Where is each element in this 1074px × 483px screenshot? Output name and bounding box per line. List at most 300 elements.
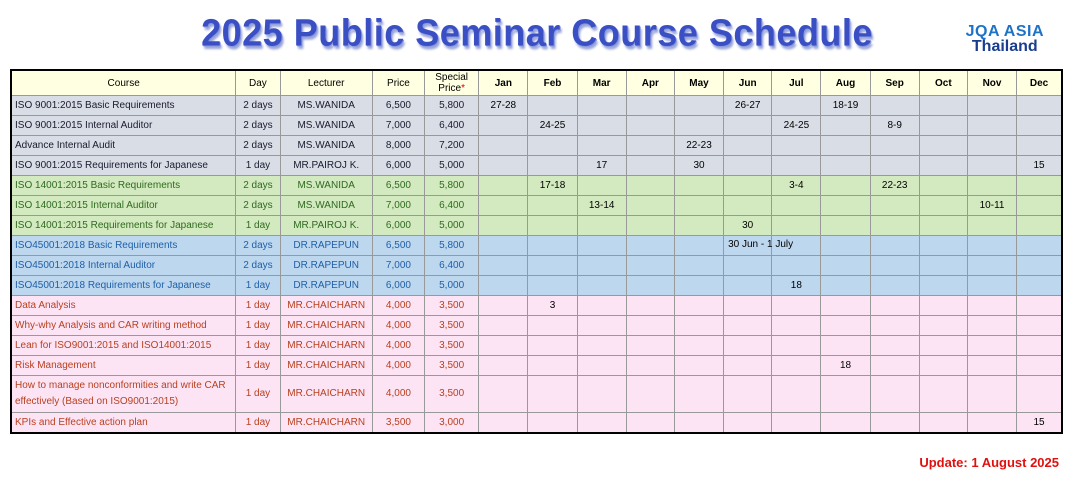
month-date-cell bbox=[577, 216, 626, 236]
month-date-cell bbox=[724, 296, 772, 316]
month-date-cell bbox=[919, 356, 967, 376]
month-date-cell bbox=[1017, 196, 1062, 216]
month-date-cell bbox=[479, 356, 528, 376]
month-date-cell bbox=[724, 356, 772, 376]
table-row bbox=[11, 276, 1062, 296]
course-days: 1 day bbox=[236, 356, 280, 376]
month-date-cell bbox=[772, 196, 821, 216]
month-date-cell bbox=[919, 156, 967, 176]
price-value: 7,000 bbox=[372, 256, 424, 276]
header-special-price bbox=[425, 70, 479, 96]
month-date-cell bbox=[1017, 336, 1062, 356]
month-date-cell bbox=[870, 196, 919, 216]
month-date-cell bbox=[528, 376, 577, 413]
month-date-cell bbox=[772, 376, 821, 413]
month-date-cell bbox=[870, 136, 919, 156]
price-value: 6,000 bbox=[372, 156, 424, 176]
month-date-cell: 3-4 bbox=[772, 176, 821, 196]
course-name: ISO45001:2018 Internal Auditor bbox=[11, 256, 236, 276]
month-date-cell bbox=[870, 236, 919, 256]
month-date-cell bbox=[919, 236, 967, 256]
month-date-cell bbox=[821, 336, 870, 356]
month-date-cell bbox=[870, 96, 919, 116]
month-date-cell bbox=[528, 196, 577, 216]
special-price-label: Special Price bbox=[435, 72, 469, 94]
month-date-cell bbox=[626, 413, 674, 434]
month-date-cell bbox=[919, 136, 967, 156]
lecturer-name: MR.CHAICHARN bbox=[280, 413, 372, 434]
course-days: 1 day bbox=[236, 376, 280, 413]
month-date-cell bbox=[919, 216, 967, 236]
header-month: May bbox=[674, 70, 723, 96]
lecturer-name: MR.PAIROJ K. bbox=[280, 156, 372, 176]
month-date-cell bbox=[577, 276, 626, 296]
month-date-cell bbox=[919, 196, 967, 216]
course-name: ISO 14001:2015 Requirements for Japanese bbox=[11, 216, 236, 236]
special-price-value: 6,400 bbox=[425, 116, 479, 136]
month-date-cell bbox=[821, 136, 870, 156]
table-row bbox=[11, 196, 1062, 216]
month-date-cell bbox=[870, 296, 919, 316]
course-days: 2 days bbox=[236, 256, 280, 276]
header-price: Price bbox=[372, 70, 424, 96]
lecturer-name: MR.PAIROJ K. bbox=[280, 216, 372, 236]
month-date-cell bbox=[724, 256, 772, 276]
month-date-cell bbox=[674, 96, 723, 116]
month-date-cell bbox=[1017, 116, 1062, 136]
month-date-cell: 15 bbox=[1017, 413, 1062, 434]
month-date-cell bbox=[967, 216, 1016, 236]
month-date-cell bbox=[967, 176, 1016, 196]
lecturer-name: MS.WANIDA bbox=[280, 176, 372, 196]
month-date-cell bbox=[1017, 276, 1062, 296]
month-date-cell bbox=[479, 336, 528, 356]
month-date-cell bbox=[479, 176, 528, 196]
page-title: 2025 Public Seminar Course Schedule bbox=[201, 10, 873, 54]
month-date-cell bbox=[479, 276, 528, 296]
course-days: 2 days bbox=[236, 96, 280, 116]
month-date-cell bbox=[870, 256, 919, 276]
month-date-cell bbox=[772, 336, 821, 356]
month-date-cell bbox=[821, 376, 870, 413]
special-price-value: 3,500 bbox=[425, 296, 479, 316]
month-date-cell bbox=[479, 136, 528, 156]
header-day: Day bbox=[236, 70, 280, 96]
special-price-value: 3,000 bbox=[425, 413, 479, 434]
month-date-cell bbox=[919, 336, 967, 356]
month-date-cell bbox=[626, 196, 674, 216]
month-date-cell bbox=[1017, 256, 1062, 276]
month-date-cell: 24-25 bbox=[528, 116, 577, 136]
month-date-cell bbox=[967, 316, 1016, 336]
course-name: ISO45001:2018 Basic Requirements bbox=[11, 236, 236, 256]
header-month: Dec bbox=[1017, 70, 1062, 96]
month-date-cell bbox=[1017, 176, 1062, 196]
lecturer-name: MS.WANIDA bbox=[280, 136, 372, 156]
month-date-cell bbox=[772, 256, 821, 276]
course-name: ISO 9001:2015 Internal Auditor bbox=[11, 116, 236, 136]
table-row bbox=[11, 413, 1062, 434]
price-value: 6,500 bbox=[372, 236, 424, 256]
table-row bbox=[11, 156, 1062, 176]
header-month: Jul bbox=[772, 70, 821, 96]
month-date-cell bbox=[479, 256, 528, 276]
month-date-cell bbox=[626, 236, 674, 256]
lecturer-name: MR.CHAICHARN bbox=[280, 356, 372, 376]
course-days: 1 day bbox=[236, 316, 280, 336]
month-date-cell bbox=[528, 156, 577, 176]
price-value: 4,000 bbox=[372, 376, 424, 413]
course-days: 2 days bbox=[236, 196, 280, 216]
month-date-cell bbox=[674, 356, 723, 376]
month-date-cell bbox=[772, 156, 821, 176]
course-name: KPIs and Effective action plan bbox=[11, 413, 236, 434]
month-date-cell bbox=[577, 376, 626, 413]
month-date-cell bbox=[1017, 216, 1062, 236]
header-row bbox=[11, 70, 1062, 96]
company-logo bbox=[966, 24, 1044, 54]
lecturer-name: MR.CHAICHARN bbox=[280, 316, 372, 336]
lecturer-name: MR.CHAICHARN bbox=[280, 336, 372, 356]
lecturer-name: DR.RAPEPUN bbox=[280, 276, 372, 296]
month-date-cell: 22-23 bbox=[870, 176, 919, 196]
month-date-cell: 30 bbox=[724, 216, 772, 236]
table-row bbox=[11, 296, 1062, 316]
month-date-cell bbox=[528, 96, 577, 116]
month-date-cell bbox=[479, 376, 528, 413]
month-date-cell: 18 bbox=[772, 276, 821, 296]
month-date-cell bbox=[724, 116, 772, 136]
month-date-cell bbox=[1017, 296, 1062, 316]
month-date-cell bbox=[724, 376, 772, 413]
month-date-cell: 17-18 bbox=[528, 176, 577, 196]
special-price-value: 3,500 bbox=[425, 356, 479, 376]
month-date-cell bbox=[479, 216, 528, 236]
month-date-cell: 3 bbox=[528, 296, 577, 316]
month-date-cell bbox=[626, 96, 674, 116]
month-date-cell bbox=[577, 116, 626, 136]
month-date-cell bbox=[626, 116, 674, 136]
month-date-cell bbox=[870, 316, 919, 336]
month-date-cell bbox=[919, 96, 967, 116]
price-value: 6,500 bbox=[372, 176, 424, 196]
month-date-cell bbox=[967, 413, 1016, 434]
month-date-cell bbox=[870, 336, 919, 356]
month-date-cell bbox=[674, 413, 723, 434]
special-price-value: 7,200 bbox=[425, 136, 479, 156]
course-name: Risk Management bbox=[11, 356, 236, 376]
header-month: Oct bbox=[919, 70, 967, 96]
header-month: Nov bbox=[967, 70, 1016, 96]
month-date-cell bbox=[674, 216, 723, 236]
month-date-cell: 18-19 bbox=[821, 96, 870, 116]
month-date-cell bbox=[724, 236, 794, 256]
month-date-cell bbox=[772, 413, 821, 434]
month-date-cell bbox=[479, 156, 528, 176]
month-date-cell: 18 bbox=[821, 356, 870, 376]
month-date-cell bbox=[528, 316, 577, 336]
month-date-cell bbox=[724, 276, 772, 296]
table-row bbox=[11, 136, 1062, 156]
month-date-cell bbox=[1017, 356, 1062, 376]
month-date-cell bbox=[674, 276, 723, 296]
month-date-cell bbox=[479, 196, 528, 216]
table-row bbox=[11, 216, 1062, 236]
course-days: 1 day bbox=[236, 413, 280, 434]
month-date-cell bbox=[724, 176, 772, 196]
special-price-value: 3,500 bbox=[425, 316, 479, 336]
month-date-cell bbox=[528, 336, 577, 356]
month-date-cell bbox=[626, 296, 674, 316]
price-value: 6,000 bbox=[372, 216, 424, 236]
course-days: 1 day bbox=[236, 336, 280, 356]
month-date-cell bbox=[577, 256, 626, 276]
header-lecturer: Lecturer bbox=[280, 70, 372, 96]
month-date-cell: 10-11 bbox=[967, 196, 1016, 216]
price-value: 4,000 bbox=[372, 356, 424, 376]
month-date-cell bbox=[1017, 96, 1062, 116]
month-date-cell bbox=[919, 316, 967, 336]
month-date-cell bbox=[919, 296, 967, 316]
schedule-table bbox=[10, 69, 1063, 434]
lecturer-name: MS.WANIDA bbox=[280, 116, 372, 136]
month-date-cell bbox=[967, 96, 1016, 116]
table-row bbox=[11, 116, 1062, 136]
month-date-cell bbox=[772, 296, 821, 316]
schedule-body bbox=[11, 96, 1062, 434]
date-span-label: 30 Jun - 1 July bbox=[728, 239, 794, 250]
header-month: Jan bbox=[479, 70, 528, 96]
month-date-cell bbox=[528, 413, 577, 434]
month-date-cell bbox=[626, 316, 674, 336]
month-date-cell bbox=[821, 236, 870, 256]
month-date-cell bbox=[967, 156, 1016, 176]
course-days: 2 days bbox=[236, 116, 280, 136]
price-value: 6,000 bbox=[372, 276, 424, 296]
table-row bbox=[11, 336, 1062, 356]
special-price-value: 5,800 bbox=[425, 96, 479, 116]
price-value: 7,000 bbox=[372, 196, 424, 216]
month-date-cell bbox=[479, 413, 528, 434]
special-price-value: 5,000 bbox=[425, 156, 479, 176]
month-date-cell bbox=[626, 276, 674, 296]
month-date-cell bbox=[772, 136, 821, 156]
table-row bbox=[11, 376, 1062, 413]
course-name: ISO45001:2018 Requirements for Japanese bbox=[11, 276, 236, 296]
month-date-cell bbox=[772, 216, 821, 236]
month-date-cell bbox=[626, 256, 674, 276]
month-date-cell: 13-14 bbox=[577, 196, 626, 216]
special-price-value: 5,800 bbox=[425, 176, 479, 196]
month-date-cell bbox=[967, 136, 1016, 156]
month-date-cell bbox=[674, 116, 723, 136]
month-date-cell bbox=[626, 336, 674, 356]
price-value: 4,000 bbox=[372, 336, 424, 356]
month-date-cell: 22-23 bbox=[674, 136, 723, 156]
month-date-cell bbox=[674, 256, 723, 276]
month-date-cell bbox=[626, 176, 674, 196]
month-date-cell bbox=[674, 176, 723, 196]
special-price-value: 5,000 bbox=[425, 216, 479, 236]
month-date-cell bbox=[528, 216, 577, 236]
month-date-cell: 24-25 bbox=[772, 116, 821, 136]
course-name: Advance Internal Audit bbox=[11, 136, 236, 156]
month-date-cell bbox=[577, 336, 626, 356]
month-date-cell bbox=[1017, 316, 1062, 336]
price-value: 8,000 bbox=[372, 136, 424, 156]
month-date-cell bbox=[967, 236, 1016, 256]
month-date-cell bbox=[919, 176, 967, 196]
course-name: Data Analysis bbox=[11, 296, 236, 316]
course-days: 1 day bbox=[236, 216, 280, 236]
month-date-cell bbox=[724, 336, 772, 356]
month-date-cell bbox=[1017, 236, 1062, 256]
month-date-cell bbox=[870, 376, 919, 413]
month-date-cell bbox=[821, 296, 870, 316]
month-date-cell bbox=[772, 316, 821, 336]
month-date-cell bbox=[967, 116, 1016, 136]
month-date-cell bbox=[821, 156, 870, 176]
special-price-value: 5,800 bbox=[425, 236, 479, 256]
month-date-cell bbox=[626, 216, 674, 236]
update-date: Update: 1 August 2025 bbox=[919, 455, 1059, 470]
month-date-cell bbox=[967, 356, 1016, 376]
special-price-value: 3,500 bbox=[425, 376, 479, 413]
course-name: ISO 14001:2015 Basic Requirements bbox=[11, 176, 236, 196]
special-price-value: 6,400 bbox=[425, 196, 479, 216]
month-date-cell bbox=[967, 296, 1016, 316]
month-date-cell bbox=[772, 356, 821, 376]
special-price-mark: * bbox=[461, 83, 465, 94]
month-date-cell bbox=[967, 376, 1016, 413]
lecturer-name: DR.RAPEPUN bbox=[280, 256, 372, 276]
course-name: ISO 9001:2015 Basic Requirements bbox=[11, 96, 236, 116]
month-date-cell bbox=[577, 136, 626, 156]
month-date-cell bbox=[528, 256, 577, 276]
price-value: 4,000 bbox=[372, 296, 424, 316]
month-date-cell bbox=[919, 116, 967, 136]
header-month: Aug bbox=[821, 70, 870, 96]
course-days: 1 day bbox=[236, 276, 280, 296]
month-date-cell bbox=[821, 413, 870, 434]
month-date-cell bbox=[724, 316, 772, 336]
month-date-cell bbox=[870, 216, 919, 236]
month-date-cell: 15 bbox=[1017, 156, 1062, 176]
table-row bbox=[11, 236, 1062, 256]
header-month: Feb bbox=[528, 70, 577, 96]
month-date-cell bbox=[626, 156, 674, 176]
month-date-cell bbox=[1017, 136, 1062, 156]
header-course: Course bbox=[11, 70, 236, 96]
month-date-cell bbox=[479, 296, 528, 316]
table-row bbox=[11, 176, 1062, 196]
month-date-cell bbox=[626, 356, 674, 376]
month-date-cell bbox=[821, 256, 870, 276]
course-days: 1 day bbox=[236, 296, 280, 316]
month-date-cell bbox=[626, 136, 674, 156]
month-date-cell bbox=[821, 196, 870, 216]
month-date-cell bbox=[1017, 376, 1062, 413]
month-date-cell bbox=[528, 136, 577, 156]
table-row bbox=[11, 256, 1062, 276]
lecturer-name: MS.WANIDA bbox=[280, 96, 372, 116]
lecturer-name: MR.CHAICHARN bbox=[280, 376, 372, 413]
month-date-cell bbox=[674, 336, 723, 356]
course-name: Why-why Analysis and CAR writing method bbox=[11, 316, 236, 336]
month-date-cell: 8-9 bbox=[870, 116, 919, 136]
month-date-cell bbox=[674, 196, 723, 216]
course-name: ISO 14001:2015 Internal Auditor bbox=[11, 196, 236, 216]
month-date-cell bbox=[479, 116, 528, 136]
month-date-cell bbox=[724, 136, 772, 156]
month-date-cell bbox=[724, 196, 772, 216]
month-date-cell: 26-27 bbox=[724, 96, 772, 116]
month-date-cell bbox=[674, 316, 723, 336]
month-date-cell bbox=[577, 236, 626, 256]
month-date-cell bbox=[821, 176, 870, 196]
course-name: ISO 9001:2015 Requirements for Japanese bbox=[11, 156, 236, 176]
month-date-cell bbox=[919, 413, 967, 434]
month-date-cell bbox=[870, 276, 919, 296]
month-date-cell: 27-28 bbox=[479, 96, 528, 116]
month-date-cell bbox=[724, 156, 772, 176]
lecturer-name: MR.CHAICHARN bbox=[280, 296, 372, 316]
month-date-cell bbox=[821, 116, 870, 136]
month-date-cell bbox=[674, 236, 723, 256]
month-date-cell bbox=[772, 96, 821, 116]
month-date-cell bbox=[870, 156, 919, 176]
header-month: Sep bbox=[870, 70, 919, 96]
month-date-cell bbox=[577, 316, 626, 336]
price-value: 7,000 bbox=[372, 116, 424, 136]
month-date-cell bbox=[626, 376, 674, 413]
month-date-cell bbox=[821, 316, 870, 336]
month-date-cell bbox=[919, 276, 967, 296]
month-date-cell bbox=[821, 276, 870, 296]
month-date-cell bbox=[479, 316, 528, 336]
month-date-cell bbox=[870, 413, 919, 434]
month-date-cell: 17 bbox=[577, 156, 626, 176]
month-date-cell bbox=[919, 256, 967, 276]
month-date-cell: 30 bbox=[674, 156, 723, 176]
course-name: Lean for ISO9001:2015 and ISO14001:2015 bbox=[11, 336, 236, 356]
header-month: Apr bbox=[626, 70, 674, 96]
lecturer-name: DR.RAPEPUN bbox=[280, 236, 372, 256]
month-date-cell bbox=[528, 276, 577, 296]
month-date-cell bbox=[577, 356, 626, 376]
month-date-cell bbox=[919, 376, 967, 413]
table-row bbox=[11, 96, 1062, 116]
special-price-value: 6,400 bbox=[425, 256, 479, 276]
lecturer-name: MS.WANIDA bbox=[280, 196, 372, 216]
month-date-cell bbox=[674, 296, 723, 316]
special-price-value: 3,500 bbox=[425, 336, 479, 356]
price-value: 4,000 bbox=[372, 316, 424, 336]
course-days: 1 day bbox=[236, 156, 280, 176]
table-row bbox=[11, 316, 1062, 336]
month-date-cell bbox=[821, 216, 870, 236]
month-date-cell bbox=[967, 336, 1016, 356]
month-date-cell bbox=[479, 236, 528, 256]
course-days: 2 days bbox=[236, 236, 280, 256]
month-date-cell bbox=[577, 296, 626, 316]
header-month: Mar bbox=[577, 70, 626, 96]
month-date-cell bbox=[870, 356, 919, 376]
month-date-cell bbox=[967, 276, 1016, 296]
month-date-cell bbox=[724, 413, 772, 434]
month-date-cell bbox=[577, 176, 626, 196]
course-days: 2 days bbox=[236, 136, 280, 156]
